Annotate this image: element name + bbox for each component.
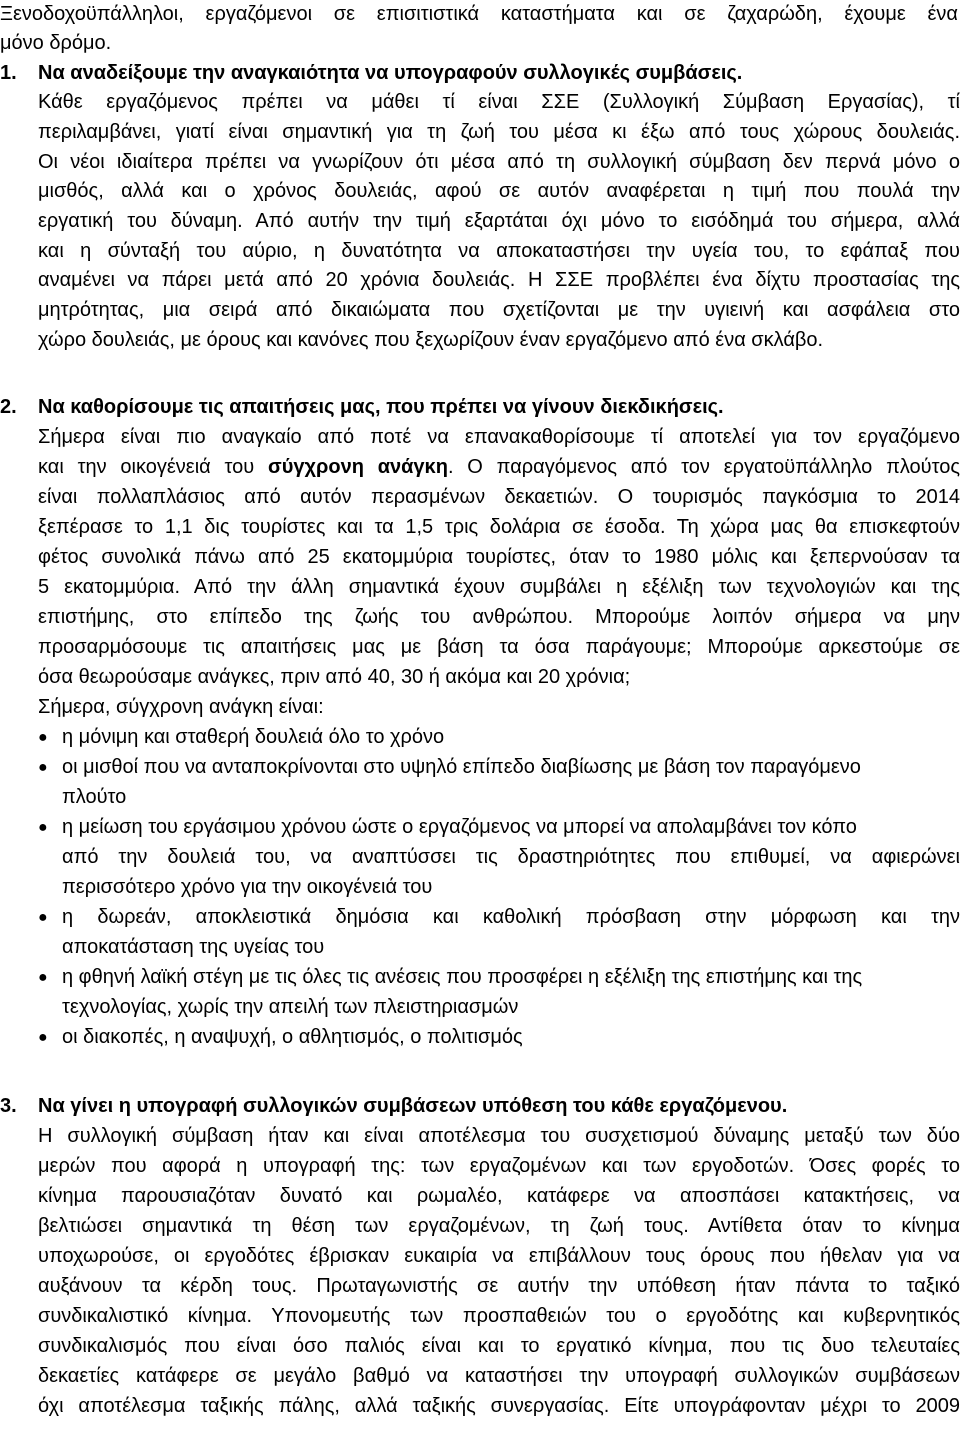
list-item-continuation: πλούτο <box>62 786 127 808</box>
section-3-heading <box>0 1092 922 1122</box>
section-3-line: Η συλλογική σύμβαση ήταν και είναι αποτέλεσμα του συσχετισμού δύναμης μεταξύ των δύο <box>38 1125 960 1147</box>
section-3-line: αυξάνουν τα κέρδη τους. Πρωταγωνιστής σε αυτήν την υπόθεση ήταν πάντα το ταξικό <box>38 1275 960 1297</box>
section-3-line: κίνημα παρουσιαζόταν δυνατό και ρωμαλέο, κατάφερε να αποσπάσει κατακτήσεις, να <box>38 1185 960 1207</box>
modern-need-emphasis: σύγχρονη ανάγκη <box>268 456 448 478</box>
section-2-line: είναι πολλαπλάσιος από αυτόν περασμένων δεκαετιών. Ο τουρισμός παγκόσμια το 2014 <box>38 486 960 508</box>
section-1-heading <box>0 59 922 89</box>
list-item <box>38 963 960 993</box>
section-2-line: προσαρμόσουμε τις απαιτήσεις μας με βάση τα όσα παράγουμε; Μπορούμε αρκεστούμε σε <box>38 636 960 658</box>
bullet-icon: ● <box>38 729 48 746</box>
section-2-line: φέτος συνολικά πάνω από 25 εκατομμύρια τουρίστες, όταν το 1980 μόλις και ξεπερνούσαν τα <box>38 546 960 568</box>
section-3-line: δεκαετίες κατάφερε σε μεγάλο βαθμό να καταστήσει την υπογραφή συλλογικών συμβάσεων <box>38 1365 960 1387</box>
section-1-line: μητρότητας, μια σειρά από δικαιώματα που σχετίζονται με την υγιεινή και ασφάλεια στο <box>38 299 960 321</box>
list-item-continuation: αποκατάσταση της υγείας του <box>62 936 325 958</box>
list-item-text: η φθηνή λαϊκή στέγη με τις όλες τις ανέσεις που προσφέρει η εξέλιξη της επιστήμης και της <box>62 966 863 988</box>
list-item-text: οι διακοπές, η αναψυχή, ο αθλητισμός, ο πολιτισμός <box>62 1026 523 1048</box>
bullet-icon: ● <box>38 969 48 986</box>
section-3-line: βελτιώσει σημαντικά τη θέση των εργαζομένων, τη ζωή τους. Αντίθετα όταν το κίνημα <box>38 1215 960 1237</box>
bullet-icon: ● <box>38 819 48 836</box>
list-item <box>38 903 960 933</box>
bullet-icon: ● <box>38 1029 48 1046</box>
bullet-icon: ● <box>38 759 48 776</box>
intro-line-1: Ξενοδοχοϋπάλληλοι, εργαζόμενοι σε επισιτιστικά καταστήματα και σε ζαχαρώδη, έχουμε ένα <box>0 3 958 25</box>
section-1-line: χώρο δουλειάς, με όρους και κανόνες που ξεχωρίζουν έναν εργαζόμενο από ένα σκλάβο. <box>38 329 824 351</box>
section-2-line2-pre: και την οικογένειά του <box>38 456 269 478</box>
list-item-continuation: από την δουλειά του, να αναπτύσσει τις δραστηριότητες που επιθυμεί, να αφιερώνει <box>62 846 960 868</box>
section-2-title: Να καθορίσουμε τις απαιτήσεις μας, που πρέπει να γίνουν διεκδικήσεις. <box>38 396 724 418</box>
list-item-continuation: περισσότερο χρόνο για την οικογένειά του <box>62 876 433 898</box>
section-1-line: αναμένει να πάρει μετά από 20 χρόνια δουλειάς. Η ΣΣΕ προβλέπει ένα δίχτυ προστασίας της <box>38 269 960 291</box>
list-item-continuation: τεχνολογίας, χωρίς την απειλή των πλειστηριασμών <box>62 996 519 1018</box>
section-2-line <box>38 453 960 483</box>
section-2-line: ξεπέρασε το 1,1 δις τουρίστες και τα 1,5 τρις δολάρια σε έσοδα. Τη χώρα μας θα επισκεφτούν <box>38 516 960 538</box>
bullet-icon: ● <box>38 909 48 926</box>
section-1-line: περιλαμβάνει, γιατί είναι σημαντική για τη ζωή του μέσα κι έξω από τους χώρους δουλειάς. <box>38 121 960 143</box>
intro-line-2: μόνο δρόμο. <box>0 32 112 54</box>
list-item <box>38 1023 960 1053</box>
section-2-number: 2. <box>0 396 17 418</box>
list-item <box>38 813 960 843</box>
list-item-text: η δωρεάν, αποκλειστικά δημόσια και καθολική πρόσβαση στην μόρφωση και την <box>62 906 960 928</box>
list-item-text: η μείωση του εργάσιμου χρόνου ώστε ο εργαζόμενος να μπορεί να απολαμβάνει τον κόπο <box>62 816 857 838</box>
section-1-line: Οι νέοι ιδιαίτερα πρέπει να γνωρίζουν ότι μέσα από τη συλλογική σύμβαση δεν περνά μόνο ο <box>38 151 960 173</box>
list-item-text: η μόνιμη και σταθερή δουλειά όλο το χρόνο <box>62 726 445 748</box>
section-3-title: Να γίνει η υπογραφή συλλογικών συμβάσεων υπόθεση του κάθε εργαζόμενου. <box>38 1095 788 1117</box>
section-1-number: 1. <box>0 62 17 84</box>
section-2-line: όσα θεωρούσαμε ανάγκες, πριν από 40, 30 ή ακόμα και 20 χρόνια; <box>38 666 631 688</box>
section-3-line: υποχωρούσε, οι εργοδότες έβρισκαν ευκαιρία να επιβάλλουν τους όρους που ήθελαν για να <box>38 1245 960 1267</box>
section-2-line: Σήμερα, σύγχρονη ανάγκη είναι: <box>38 696 324 718</box>
section-3-line: συνδικαλισμός που είναι όσο παλιός είναι και το εργατικό κίνημα, που τις δυο τελευταίες <box>38 1335 960 1357</box>
list-item <box>38 753 960 783</box>
section-3-number: 3. <box>0 1095 17 1117</box>
section-1-line: Κάθε εργαζόμενος πρέπει να μάθει τί είναι ΣΣΕ (Συλλογική Σύμβαση Εργασίας), τί <box>38 91 960 113</box>
list-item-text: οι μισθοί που να ανταποκρίνονται στο υψηλό επίπεδο διαβίωσης με βάση τον παραγόμενο <box>62 756 861 778</box>
section-3-line: όχι αποτέλεσμα ταξικής πάλης, αλλά ταξικής συνεργασίας. Είτε υπογράφονταν μέχρι το 2009 <box>38 1395 960 1417</box>
section-2-heading <box>0 393 922 423</box>
section-1-title: Να αναδείξουμε την αναγκαιότητα να υπογραφούν συλλογικές συμβάσεις. <box>38 62 743 84</box>
section-1-line: εργατική του δύναμη. Από αυτήν την τιμή εξαρτάται όχι μόνο το εισόδημά του σήμερα, αλλά <box>38 210 960 232</box>
section-2-line: 5 εκατομμύρια. Από την άλλη σημαντικά έχουν συμβάλει η εξέλιξη των τεχνολογιών και της <box>38 576 960 598</box>
section-1-line: και η σύνταξή του αύριο, η δυνατότητα να αποκαταστήσει την υγεία του, το εφάπαξ που <box>38 240 960 262</box>
list-item <box>38 723 960 753</box>
section-2-line: Σήμερα είναι πιο αναγκαίο από ποτέ να επανακαθορίσουμε τί αποτελεί για τον εργαζόμενο <box>38 426 960 448</box>
section-3-line: συνδικαλιστικό κίνημα. Υπονομευτής των προσπαθειών του ο εργοδότης και κυβερνητικός <box>38 1305 960 1327</box>
section-2-line: επιστήμης, στο επίπεδο της ζωής του ανθρώπου. Μπορούμε λοιπόν σήμερα να μην <box>38 606 960 628</box>
section-2-line2-post: . Ο παραγόμενος από τον εργατοϋπάλληλο πλούτος <box>447 456 960 478</box>
section-3-line: μερών που αφορά η υπογραφή της: των εργαζομένων και των εργοδοτών. Όσες φορές το <box>38 1155 960 1177</box>
section-1-line: μισθός, αλλά και ο χρόνος δουλειάς, αφού σε αυτόν αναφέρεται η τιμή που πουλά την <box>38 180 960 202</box>
